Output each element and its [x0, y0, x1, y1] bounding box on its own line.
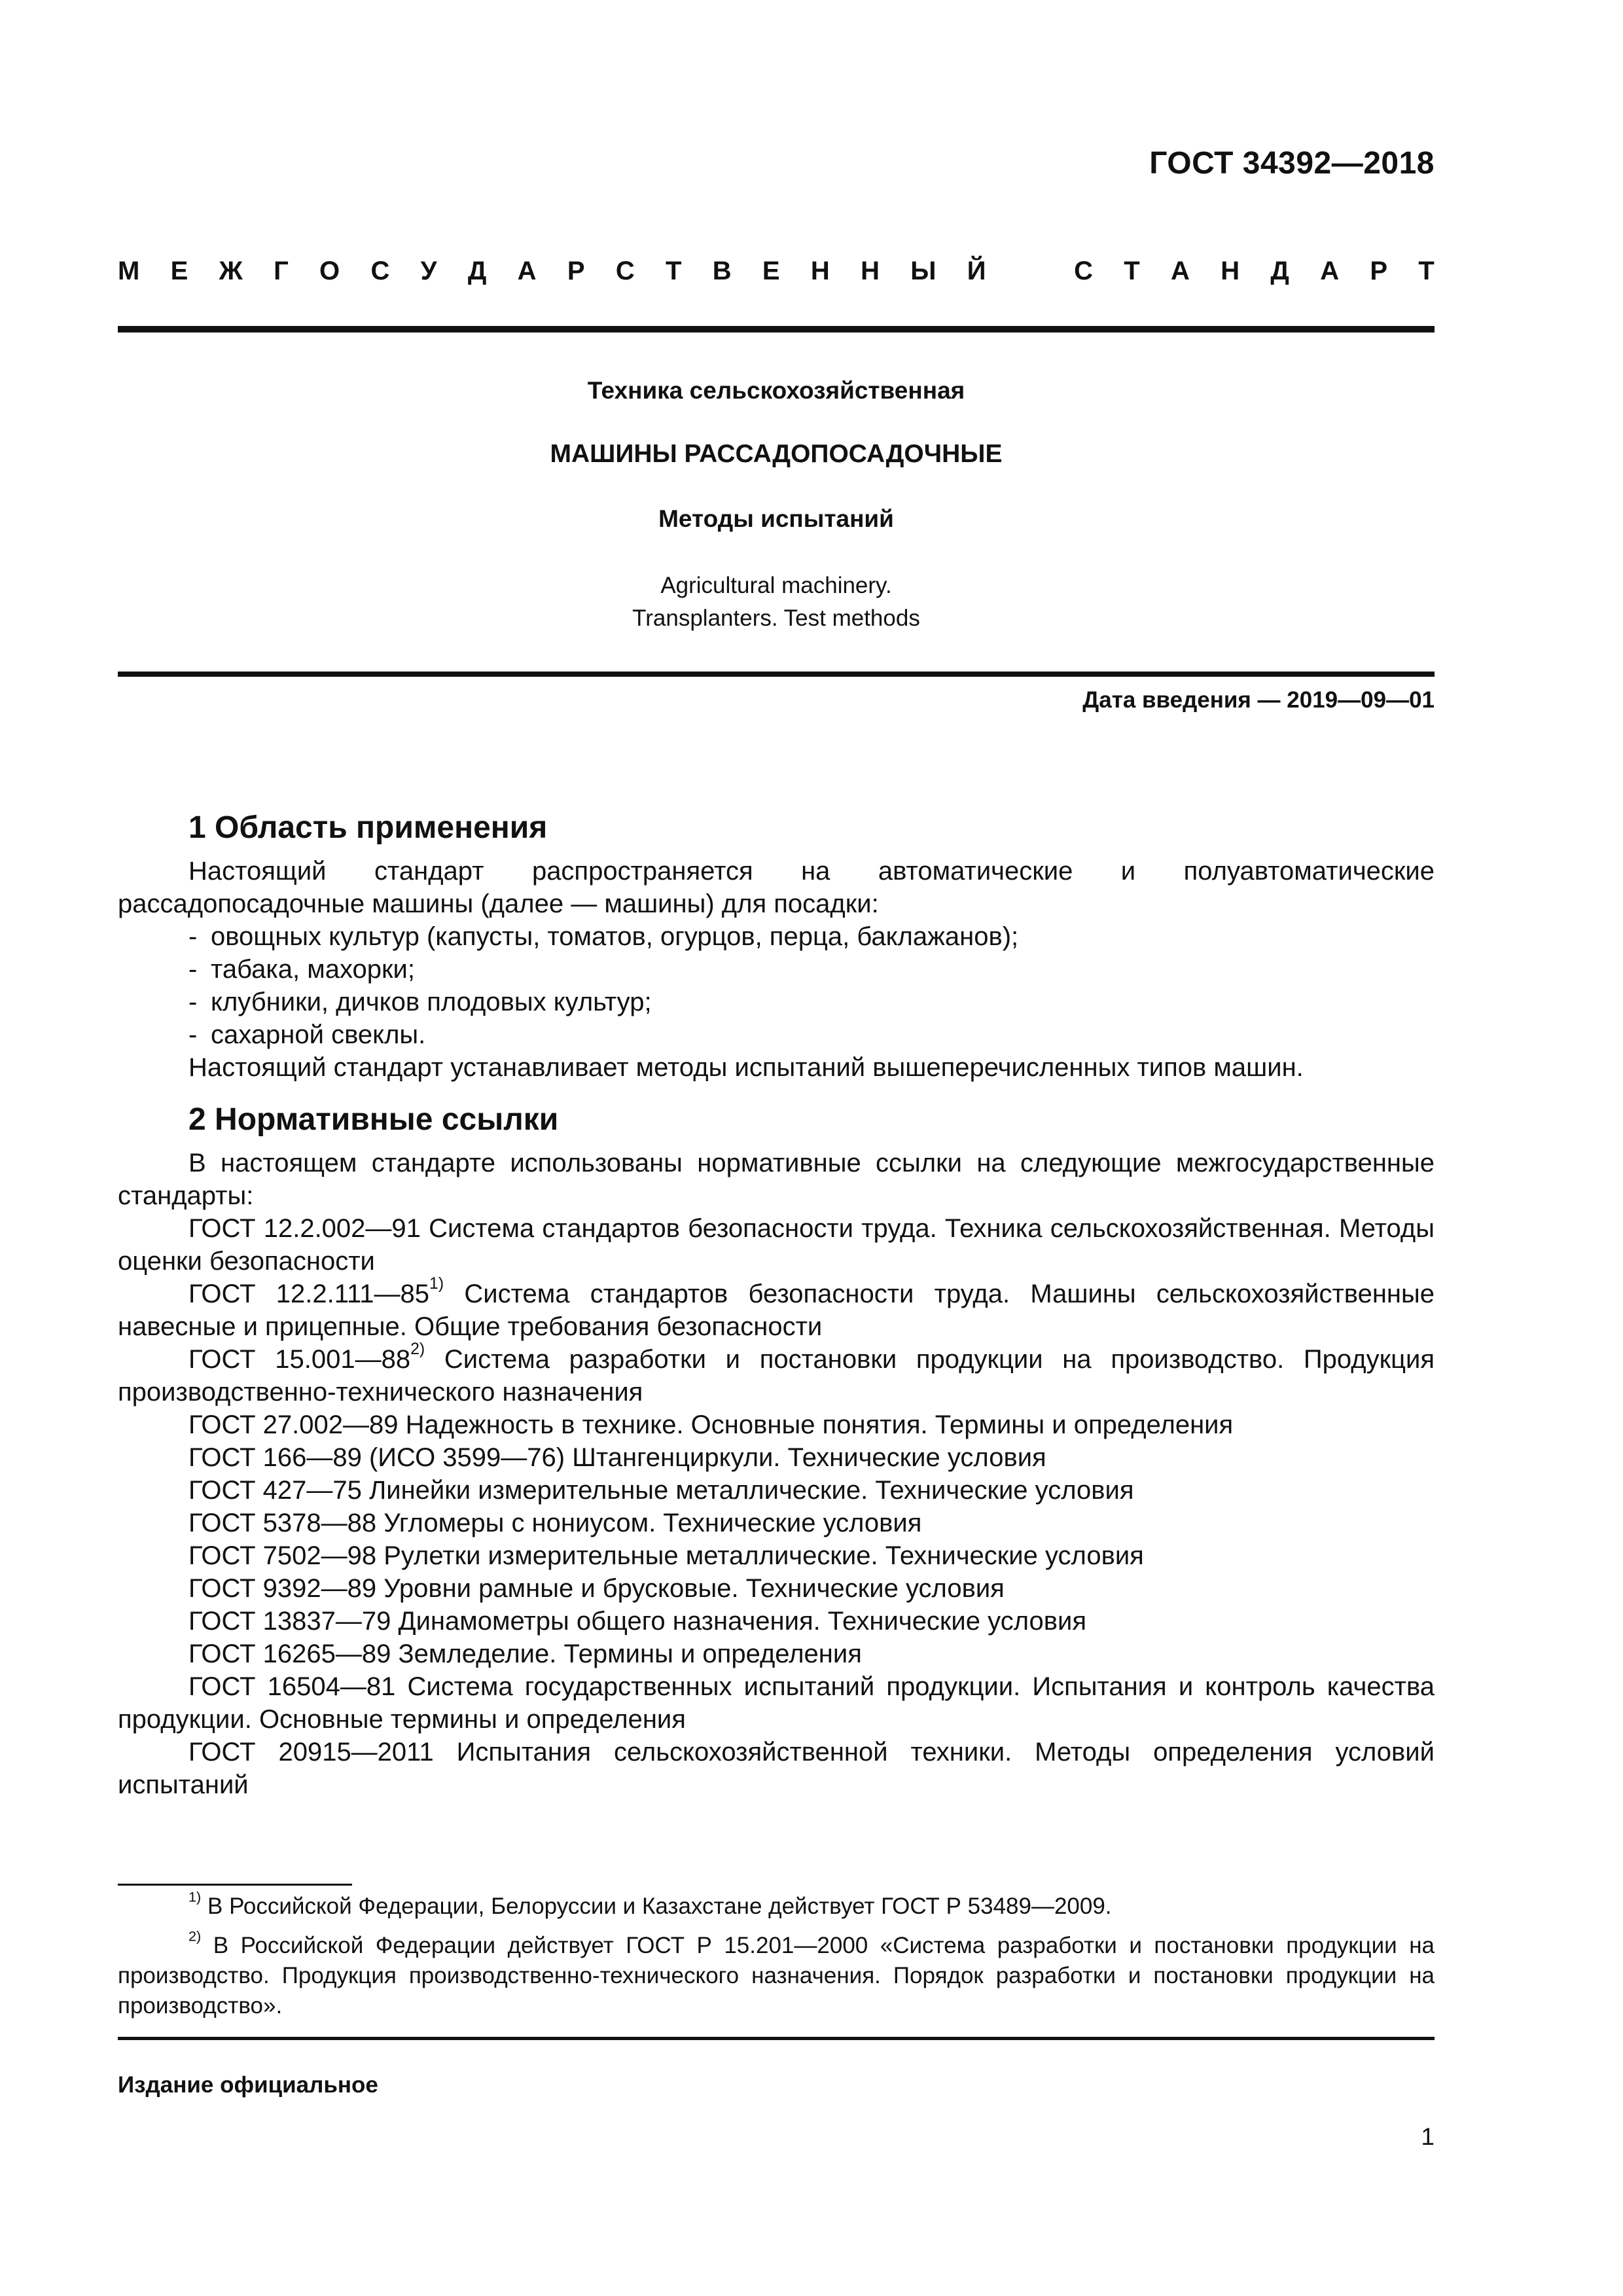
list-dash: -	[188, 922, 198, 951]
reference-item	[118, 1507, 1435, 1539]
title-rule	[118, 672, 1435, 677]
heading-letter: Д	[1270, 257, 1289, 285]
reference-title: Система стандартов безопасности труда. Машины сельскохозяйственные навесные и прицепные. Общие требования безопасности	[118, 1280, 1435, 1341]
heading-letter: Т	[666, 257, 682, 285]
reference-code: ГОСТ 427—75	[188, 1476, 362, 1505]
reference-title: Земледелие. Термины и определения	[391, 1640, 862, 1668]
heading-word-gap	[1017, 257, 1043, 286]
reference-item	[118, 1408, 1435, 1441]
reference-item	[118, 1736, 1435, 1801]
scope-list-item-text: табака, махорки;	[211, 955, 415, 984]
heading-letter: Ы	[910, 257, 936, 285]
list-dash: -	[188, 1020, 198, 1049]
reference-item	[118, 1212, 1435, 1278]
reference-item	[118, 1572, 1435, 1605]
reference-code: ГОСТ 166—89	[188, 1443, 362, 1472]
heading-letter: О	[319, 257, 340, 285]
footnote-mark: 2)	[188, 1928, 202, 1945]
scope-list-item	[118, 920, 1435, 953]
heading-letter: Й	[967, 257, 986, 285]
scope-list-item	[118, 1018, 1435, 1051]
reference-item	[118, 1638, 1435, 1670]
reference-code: ГОСТ 7502—98	[188, 1541, 377, 1570]
heading-letter: Е	[762, 257, 780, 285]
heading-letter: Н	[1221, 257, 1240, 285]
section-heading-scope: 1 Область применения	[188, 810, 548, 845]
footnote-text: В Российской Федерации, Белоруссии и Казахстане действует ГОСТ Р 53489—2009.	[201, 1893, 1112, 1919]
footnote-text: В Российской Федерации действует ГОСТ Р 15.201—2000 «Система разработки и постановки продукции на производство. Продукция производственно-технического назначения. Порядок разработки и постановки продукции на производство».	[118, 1933, 1435, 2018]
heading-letter: Ж	[219, 257, 243, 285]
page-number: 1	[1421, 2123, 1435, 2150]
scope-outro: Настоящий стандарт устанавливает методы испытаний вышеперечисленных типов машин.	[188, 1053, 1304, 1082]
heading-letter: С	[615, 257, 635, 285]
heading-letter: Р	[567, 257, 585, 285]
heading-letter: С	[1074, 257, 1093, 285]
document-body	[118, 806, 1435, 1801]
scope-list-item-text: овощных культур (капусты, томатов, огурцов, перца, баклажанов);	[211, 922, 1019, 951]
heading-letter: С	[370, 257, 390, 285]
reference-item	[118, 1441, 1435, 1474]
reference-title: Надежность в технике. Основные понятия. Термины и определения	[398, 1410, 1234, 1439]
heading-letter: Т	[1418, 257, 1435, 285]
title-category: Техника сельскохозяйственная	[587, 377, 965, 404]
footnote-separator	[118, 1884, 352, 1886]
footer-rule	[118, 2037, 1435, 2040]
heading-letter: Н	[810, 257, 830, 285]
reference-title: Уровни рамные и брусковые. Технические условия	[376, 1574, 1005, 1603]
list-dash: -	[188, 955, 198, 984]
introduction-date: Дата введения — 2019—09—01	[1082, 687, 1435, 713]
reference-code: ГОСТ 20915—2011	[188, 1738, 434, 1767]
reference-code: ГОСТ 16504—81	[188, 1672, 396, 1701]
footnote-item	[118, 1928, 1435, 2021]
heading-letter: Р	[1370, 257, 1388, 285]
standard-number: ГОСТ 34392—2018	[1149, 146, 1435, 181]
footnote-ref-mark: 2)	[410, 1340, 425, 1358]
reference-item	[118, 1605, 1435, 1638]
reference-title: Линейки измерительные металлические. Технические условия	[361, 1476, 1134, 1505]
references-intro: В настоящем стандарте использованы нормативные ссылки на следующие межгосударственные стандарты:	[118, 1149, 1435, 1210]
heading-letter: Г	[274, 257, 289, 285]
reference-code: ГОСТ 27.002—89	[188, 1410, 399, 1439]
official-edition-label: Издание официальное	[118, 2072, 378, 2098]
heading-letter: Н	[861, 257, 880, 285]
heading-letter: А	[1171, 257, 1190, 285]
title-main: МАШИНЫ РАССАДОПОСАДОЧНЫЕ	[550, 440, 1003, 468]
title-sub: Методы испытаний	[658, 505, 894, 532]
reference-title: Система разработки и постановки продукции на производство. Продукция производственно-технического назначения	[118, 1345, 1435, 1407]
scope-list-item-text: сахарной свеклы.	[211, 1020, 426, 1049]
section-heading-references: 2 Нормативные ссылки	[188, 1102, 559, 1137]
scope-intro: Настоящий стандарт распространяется на автоматические и полуавтоматические рассадопосадочные машины (далее — машины) для посадки:	[118, 857, 1435, 918]
heading-letter: М	[118, 257, 140, 285]
scope-list	[118, 920, 1435, 1051]
scope-list-item	[118, 986, 1435, 1018]
heading-letter: А	[517, 257, 537, 285]
heading-letter: Т	[1124, 257, 1140, 285]
reference-code: ГОСТ 13837—79	[188, 1607, 391, 1636]
reference-code: ГОСТ 12.2.111—85	[188, 1280, 430, 1308]
title-english	[118, 569, 1435, 635]
document-page	[118, 0, 1435, 2296]
list-dash: -	[188, 988, 198, 1016]
reference-code: ГОСТ 5378—88	[188, 1509, 377, 1537]
footnote-item	[118, 1888, 1435, 1922]
reference-code: ГОСТ 15.001—88	[188, 1345, 411, 1374]
reference-code: ГОСТ 9392—89	[188, 1574, 377, 1603]
heading-letter: Е	[170, 257, 188, 285]
heading-letter: Д	[467, 257, 487, 285]
reference-item	[118, 1340, 1435, 1408]
reference-title: Динамометры общего назначения. Технические условия	[391, 1607, 1086, 1636]
reference-title: Система стандартов безопасности труда. Техника сельскохозяйственная. Методы оценки безопасности	[118, 1214, 1435, 1276]
title-english-line1: Agricultural machinery.	[660, 573, 892, 598]
reference-item	[118, 1670, 1435, 1736]
heading-letter: У	[420, 257, 437, 285]
header-rule	[118, 326, 1435, 332]
reference-title: (ИСО 3599—76) Штангенциркули. Технические условия	[361, 1443, 1046, 1472]
heading-letter: А	[1320, 257, 1340, 285]
title-english-line2: Transplanters. Test methods	[632, 605, 920, 631]
reference-title: Испытания сельскохозяйственной техники. Методы определения условий испытаний	[118, 1738, 1435, 1799]
reference-title: Рулетки измерительные металлические. Технические условия	[376, 1541, 1144, 1570]
footnote-ref-mark: 1)	[429, 1274, 444, 1293]
reference-item	[118, 1539, 1435, 1572]
reference-item	[118, 1274, 1435, 1343]
footnote-mark: 1)	[188, 1888, 202, 1905]
footnotes	[118, 1888, 1435, 2030]
interstate-standard-heading	[118, 257, 1435, 286]
heading-letter: В	[712, 257, 732, 285]
scope-list-item-text: клубники, дичков плодовых культур;	[211, 988, 652, 1016]
references-list	[118, 1212, 1435, 1801]
reference-item	[118, 1474, 1435, 1507]
scope-list-item	[118, 953, 1435, 986]
reference-code: ГОСТ 12.2.002—91	[188, 1214, 421, 1243]
reference-code: ГОСТ 16265—89	[188, 1640, 391, 1668]
reference-title: Угломеры с нониусом. Технические условия	[376, 1509, 922, 1537]
reference-title: Система государственных испытаний продукции. Испытания и контроль качества продукции. Основные термины и определения	[118, 1672, 1435, 1734]
